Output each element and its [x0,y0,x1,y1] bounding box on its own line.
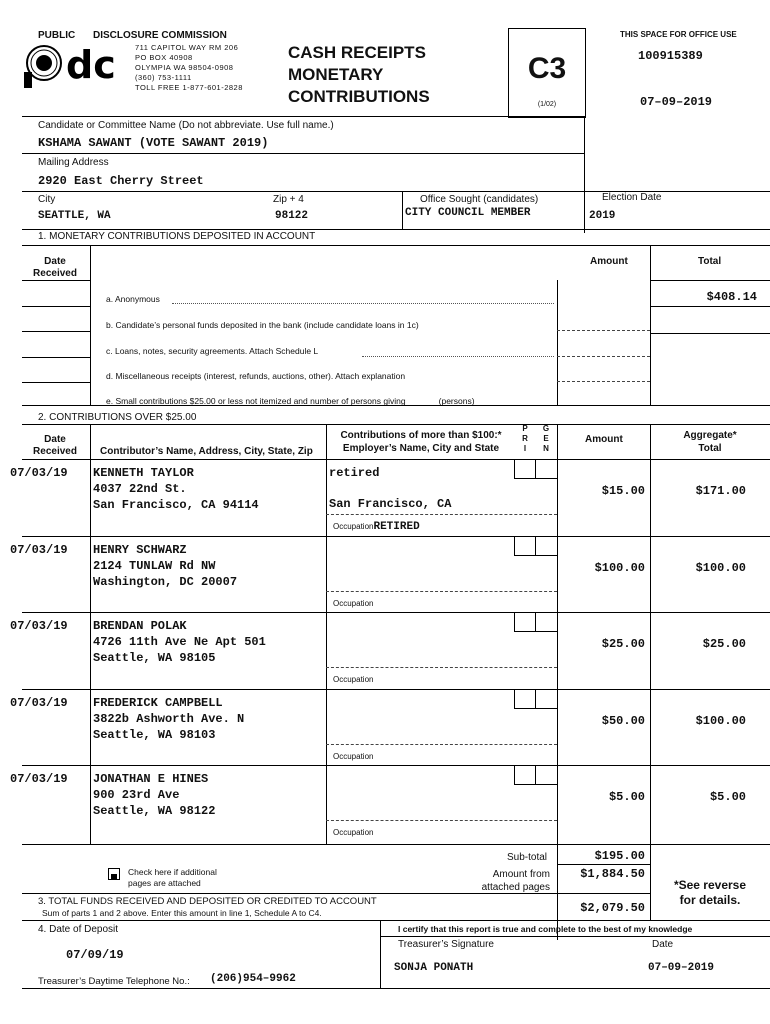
entry-occupation-label: Occupation [333,752,374,761]
svg-text:dc: dc [66,43,116,87]
treasurer-phone: (206)954–9962 [210,973,296,985]
office-sought-label: Office Sought (candidates) [420,194,539,205]
treasurer-name: SONJA PONATH [394,962,474,974]
section3-sub: Sum of parts 1 and 2 above. Enter this amount in line 1, Schedule A to C4. [42,908,322,918]
entry-aggregate: $100.00 [695,561,746,575]
zip-label: Zip + 4 [273,194,304,205]
entry-city: Seattle, WA 98122 [93,804,216,818]
entry-occupation: RETIRED [373,521,420,533]
see-reverse-note: *See reverse for details. [673,878,747,907]
office-date: 07–09–2019 [640,95,713,109]
s1-total-header: Total [698,256,722,267]
deposit-date-label: 4. Date of Deposit [38,924,119,935]
signature-date: 07–09–2019 [648,962,715,974]
form-version: (1/02) [537,101,557,108]
entry-pri-checkbox[interactable] [514,612,536,632]
attached-pages-label: Check here if additional pages are attached [128,867,217,888]
s1-row-c: c. Loans, notes, security agreements. Attach Schedule L [106,346,319,356]
entry-occupation-label: Occupation [333,828,374,837]
entry-amount: $15.00 [601,484,645,498]
entry-name: FREDERICK CAMPBELL [93,696,223,710]
s1-amount-header: Amount [590,256,628,267]
entry-aggregate: $25.00 [702,637,746,651]
entry-pri-checkbox[interactable] [514,689,536,709]
s2-date-header: Date Received [33,434,77,457]
agency-name: DISCLOSURE COMMISSION [93,30,227,41]
form-code: C3 [527,52,567,85]
total-funds: $2,079.50 [580,901,645,915]
entry-amount: $50.00 [601,714,645,728]
entry-gen-checkbox[interactable] [535,459,558,479]
entry-aggregate: $5.00 [709,790,746,804]
s2-contributor-header: Contributor’s Name, Address, City, State, Zip [100,446,313,457]
election-date-label: Election Date [602,192,662,203]
s1-row-a-total: $408.14 [706,290,757,304]
committee-name-label: Candidate or Committee Name (Do not abbreviate. Use full name.) [38,120,334,131]
entry-pri-checkbox[interactable] [514,536,536,556]
entry-date: 07/03/19 [10,619,68,633]
entry-gen-checkbox[interactable] [535,612,558,632]
entry-address: 4726 11th Ave Ne Apt 501 [93,635,266,649]
entry-amount: $5.00 [608,790,645,804]
entry-gen-checkbox[interactable] [535,536,558,556]
entry-city: San Francisco, CA 94114 [93,498,259,512]
entry-date: 07/03/19 [10,543,68,557]
entry-address: 2124 TUNLAW Rd NW [93,559,216,573]
entry-contributor [93,465,259,513]
s1-row-e: e. Small contributions $25.00 or less not itemized and number of persons giving ______ (persons) [106,396,475,406]
deposit-date: 07/09/19 [66,948,124,962]
entry-occupation-label: Occupation [333,675,374,684]
s2-aggregate-header: Aggregate* Total [683,430,737,454]
signature-date-label: Date [652,939,674,950]
entry-name: JONATHAN E HINES [93,772,209,786]
entry-name: BRENDAN POLAK [93,619,187,633]
s2-employer-header: Contributions of more than $100:* Employer’s Name, City and State [340,430,502,454]
attached-pages-checkbox[interactable] [108,868,120,880]
zip: 98122 [275,210,309,222]
attached-pages-amount-label: Amount from attached pages [481,869,550,893]
attached-pages-amount: $1,884.50 [580,867,645,881]
s2-amount-header: Amount [585,434,623,445]
entry-address: 4037 22nd St. [93,482,187,496]
s1-row-b: b. Candidate’s personal funds deposited in the bank (include candidate loans in 1c) [106,320,419,330]
entry-city: Seattle, WA 98105 [93,651,216,665]
section3-heading: 3. TOTAL FUNDS RECEIVED AND DEPOSITED OR CREDITED TO ACCOUNT [38,896,377,907]
form-title: CASH RECEIPTS MONETARY CONTRIBUTIONS [288,43,430,106]
entry-aggregate: $100.00 [695,714,746,728]
city-label: City [38,194,56,205]
entry-address: 3822b Ashworth Ave. N [93,712,245,726]
city: SEATTLE, WA [38,210,111,222]
office-use-label: THIS SPACE FOR OFFICE USE [620,30,737,39]
agency-public: PUBLIC [38,30,76,41]
entry-city: Washington, DC 20007 [93,575,238,589]
subtotal-value: $195.00 [594,849,645,863]
entry-aggregate: $171.00 [695,484,746,498]
entry-employer: retired [329,466,380,480]
agency-address: 711 CAPITOL WAY RM 206 PO BOX 40908 OLYMPIA WA 98504-0908 (360) 753-1111 TOLL FREE 1-877-601-2828 [135,43,243,92]
section1-heading: 1. MONETARY CONTRIBUTIONS DEPOSITED IN ACCOUNT [38,231,316,242]
entry-pri-checkbox[interactable] [514,765,536,785]
s2-gen-header: G E N [542,424,550,453]
entry-date: 07/03/19 [10,772,68,786]
s1-date-header: Date Received [33,256,77,279]
entry-name: KENNETH TAYLOR [93,466,194,480]
entry-contributor [93,771,215,819]
mailing-address-label: Mailing Address [38,157,109,168]
pdc-logo [22,42,132,88]
entry-occupation-label: OccupationRETIRED [333,521,420,533]
office-sought: CITY COUNCIL MEMBER [405,207,531,219]
entry-address: 900 23rd Ave [93,788,180,802]
subtotal-label: Sub-total [507,852,548,863]
entry-gen-checkbox[interactable] [535,765,558,785]
entry-contributor [93,542,237,590]
entry-pri-checkbox[interactable] [514,459,536,479]
office-id: 100915389 [638,49,703,63]
s1-row-a: a. Anonymous [106,294,160,304]
entry-date: 07/03/19 [10,466,68,480]
s1-row-d: d. Miscellaneous receipts (interest, refunds, auctions, other). Attach explanation [106,371,406,381]
entry-date: 07/03/19 [10,696,68,710]
entry-contributor [93,695,244,743]
signature-label: Treasurer’s Signature [398,939,494,950]
election-date: 2019 [589,210,616,222]
entry-name: HENRY SCHWARZ [93,543,187,557]
entry-employer-location: San Francisco, CA [329,497,452,511]
entry-amount: $25.00 [601,637,645,651]
entry-occupation-label: Occupation [333,599,374,608]
entry-amount: $100.00 [594,561,645,575]
mailing-address: 2920 East Cherry Street [38,174,204,188]
section2-heading: 2. CONTRIBUTIONS OVER $25.00 [38,412,197,423]
certify-statement: I certify that this report is true and complete to the best of my knowledge [398,924,693,934]
phone-label: Treasurer’s Daytime Telephone No.: [38,976,190,987]
entry-contributor [93,618,266,666]
entry-city: Seattle, WA 98103 [93,728,216,742]
s2-pri-header: P R I [522,424,528,453]
committee-name: KSHAMA SAWANT (VOTE SAWANT 2019) [38,136,269,150]
entry-gen-checkbox[interactable] [535,689,558,709]
